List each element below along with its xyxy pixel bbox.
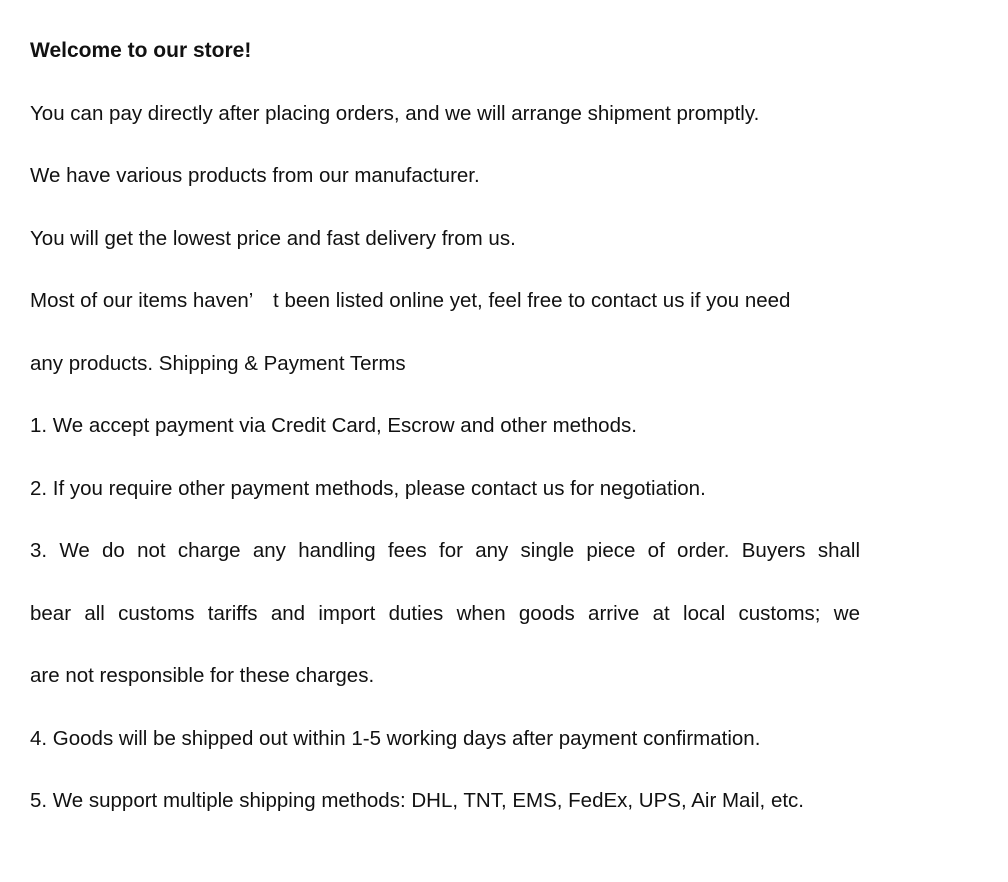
term-3-line-2: bear all customs tariffs and import duties when goods arrive at local customs; we bbox=[30, 601, 860, 625]
term-1: 1. We accept payment via Credit Card, Escrow and other methods. bbox=[30, 414, 637, 437]
paragraph-payment: You can pay directly after placing orders, and we will arrange shipment promptly. bbox=[30, 101, 760, 125]
paragraph-price: You will get the lowest price and fast delivery from us. bbox=[30, 226, 516, 250]
store-notice-document bbox=[30, 33, 880, 846]
term-3-line-1: 3. We do not charge any handling fees for any single piece of order. Buyers shall bbox=[30, 539, 860, 562]
paragraph-products: We have various products from our manufacturer. bbox=[30, 164, 480, 187]
term-4: 4. Goods will be shipped out within 1-5 working days after payment confirmation. bbox=[30, 726, 761, 750]
term-2: 2. If you require other payment methods, please contact us for negotiation. bbox=[30, 476, 706, 500]
paragraph-listing-line-1: Most of our items haven’ t been listed online yet, feel free to contact us if you need bbox=[30, 289, 791, 312]
term-5: 5. We support multiple shipping methods: DHL, TNT, EMS, FedEx, UPS, Air Mail, etc. bbox=[30, 789, 804, 812]
paragraph-listing-line-2: any products. Shipping & Payment Terms bbox=[30, 351, 406, 375]
document-title: Welcome to our store! bbox=[30, 39, 252, 62]
term-3-line-3: are not responsible for these charges. bbox=[30, 664, 375, 687]
